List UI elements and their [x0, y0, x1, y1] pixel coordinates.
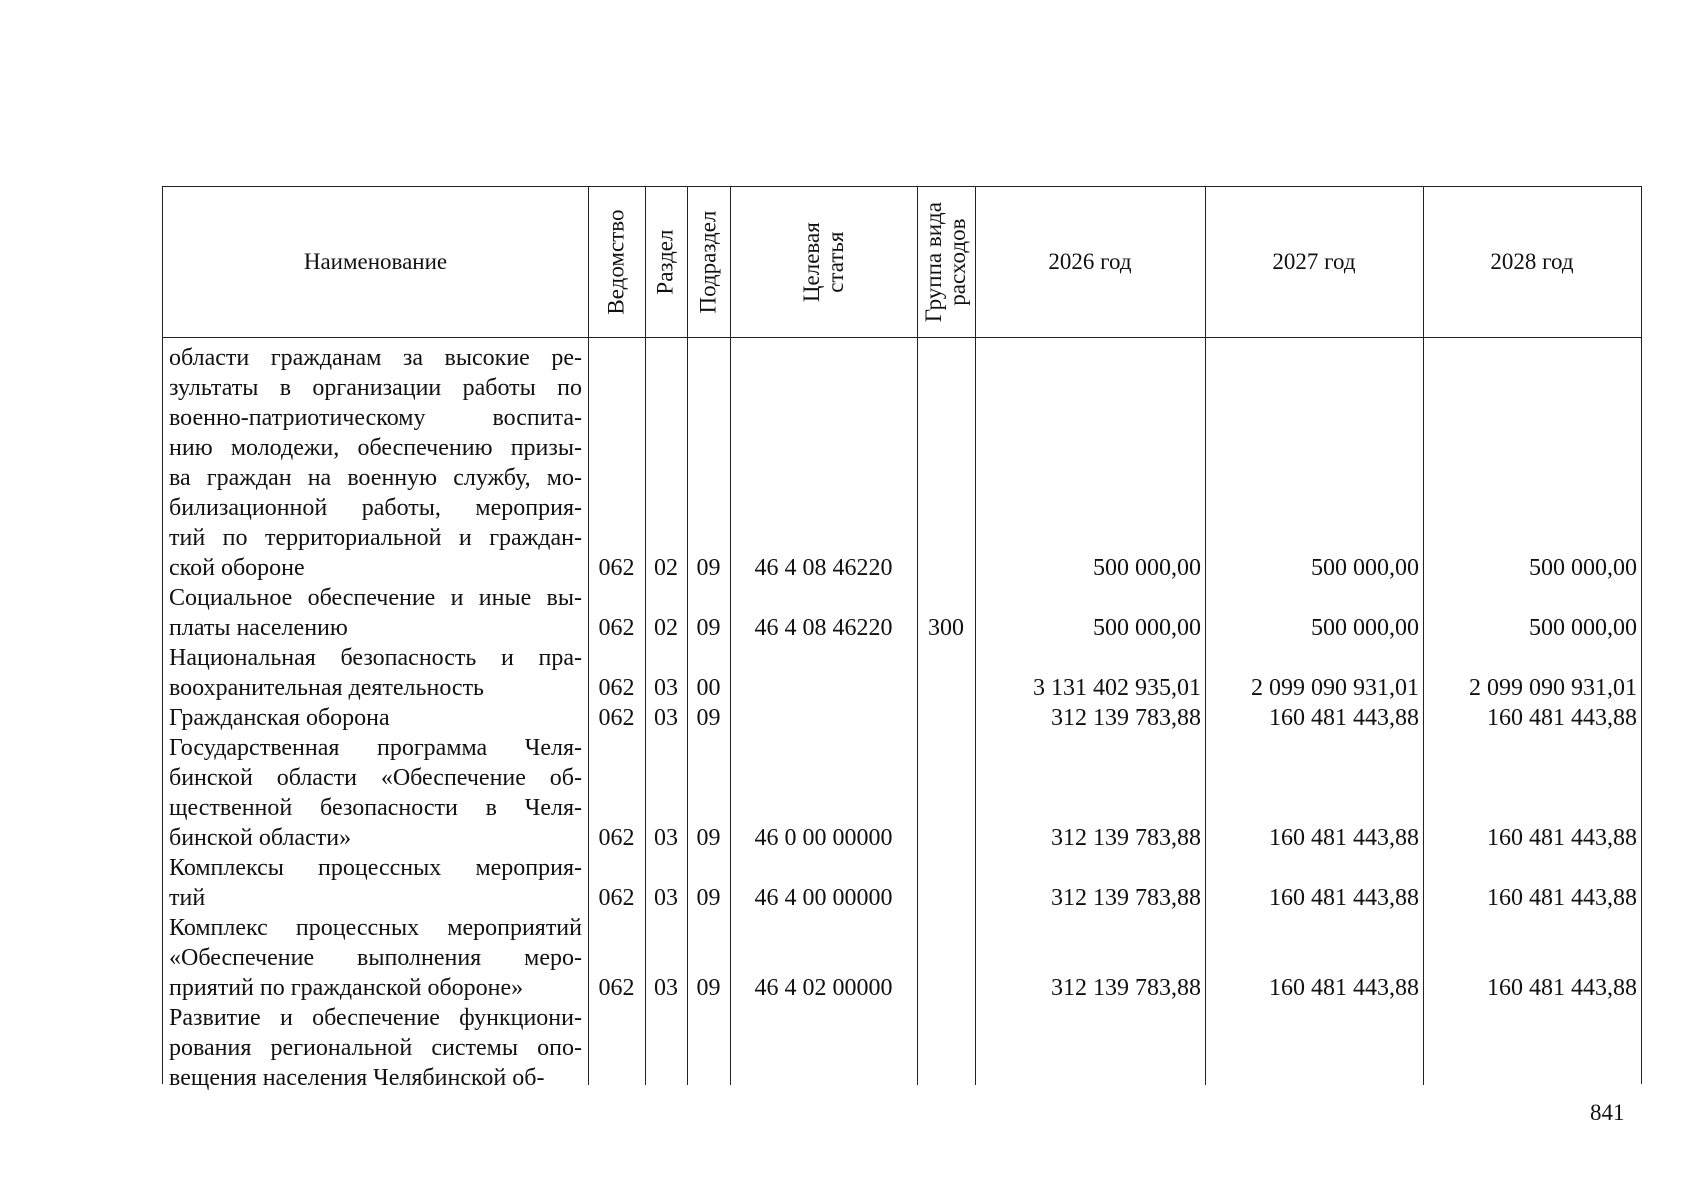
row-section-cell: 03: [654, 975, 678, 1001]
row-y2026-cell: 500 000,00: [1093, 555, 1201, 581]
header-group-line2: расходов: [945, 218, 971, 306]
row-subsection-cell: 00: [696, 675, 721, 701]
row-target-cell: 46 4 08 46220: [754, 615, 893, 641]
row-y2026-cell: 312 139 783,88: [1051, 975, 1201, 1001]
row-y2027-cell: 160 481 443,88: [1269, 885, 1419, 911]
row-y2027-cell: 500 000,00: [1311, 615, 1419, 641]
row-y2028-cell: 160 481 443,88: [1487, 975, 1637, 1001]
row-name-line: приятий по гражданской обороне»: [169, 975, 524, 1001]
row-section-cell: 03: [654, 885, 678, 911]
row-y2027-cell: 160 481 443,88: [1269, 825, 1419, 851]
row-subsection-cell: 09: [696, 615, 721, 641]
row-name-line: Комплексы процессных мероприя-: [169, 855, 582, 881]
row-section-cell: 03: [654, 825, 678, 851]
row-name-line: бинской области «Обеспечение об-: [169, 765, 582, 791]
row-name-line: Национальная безопасность и пра-: [169, 645, 582, 671]
header-name: [163, 187, 588, 337]
row-y2027-cell: 2 099 090 931,01: [1251, 675, 1419, 701]
header-2026: [975, 187, 1205, 337]
row-name-line: тий по территориальной и граждан-: [169, 525, 582, 551]
row-name-line: Социальное обеспечение и иные вы-: [169, 585, 582, 611]
row-subsection-cell: 09: [696, 705, 721, 731]
row-target-cell: 46 4 00 00000: [754, 885, 893, 911]
row-target-cell: 46 4 08 46220: [754, 555, 893, 581]
row-name-line: билизационной работы, мероприя-: [169, 495, 582, 521]
row-section-cell: 03: [654, 705, 678, 731]
row-dept-cell: 062: [598, 825, 635, 851]
row-y2028-cell: 160 481 443,88: [1487, 705, 1637, 731]
row-name-line: ской обороне: [169, 555, 305, 581]
row-y2028-cell: 160 481 443,88: [1487, 825, 1637, 851]
row-subsection-cell: 09: [696, 555, 721, 581]
row-target-cell: 46 4 02 00000: [754, 975, 893, 1001]
page-number: 841: [1590, 1100, 1625, 1125]
header-group-text: [922, 202, 970, 322]
row-name-line: воохранительная деятельность: [169, 675, 484, 701]
row-name-line: Комплекс процессных мероприятий: [169, 915, 582, 941]
row-y2026-cell: 312 139 783,88: [1051, 885, 1201, 911]
row-subsection-cell: 09: [696, 885, 721, 911]
row-name-line: Развитие и обеспечение функциони-: [169, 1005, 582, 1031]
row-name-line: нию молодежи, обеспечению призы-: [169, 435, 582, 461]
header-target-line1: Целевая: [798, 222, 824, 302]
row-y2027-cell: 160 481 443,88: [1269, 705, 1419, 731]
row-y2028-cell: 500 000,00: [1529, 555, 1637, 581]
row-section-cell: 03: [654, 675, 678, 701]
row-y2027-cell: 500 000,00: [1311, 555, 1419, 581]
row-y2028-cell: 160 481 443,88: [1487, 885, 1637, 911]
row-y2027-cell: 160 481 443,88: [1269, 975, 1419, 1001]
header-target-text: [799, 222, 847, 302]
header-name-text: Наименование: [303, 248, 448, 274]
row-name-line: ва граждан на военную службу, мо-: [169, 465, 582, 491]
header-group-line1: Группа вида: [920, 201, 946, 323]
header-2028-text: 2028 год: [1490, 248, 1574, 274]
header-target-line2: статья: [822, 231, 848, 293]
header-subsection-text: Подраздел: [695, 210, 721, 314]
row-target-cell: 46 0 00 00000: [754, 825, 893, 851]
header-target: [730, 187, 917, 337]
budget-table: [162, 186, 1642, 1091]
row-dept-cell: 062: [598, 885, 635, 911]
row-y2026-cell: 500 000,00: [1093, 615, 1201, 641]
header-separator: [163, 337, 1641, 338]
row-y2026-cell: 312 139 783,88: [1051, 705, 1201, 731]
row-name-line: области гражданам за высокие ре-: [169, 345, 582, 371]
row-dept-cell: 062: [598, 675, 635, 701]
header-2027-text: 2027 год: [1272, 248, 1356, 274]
header-subsection: [687, 187, 730, 337]
header-2026-text: 2026 год: [1048, 248, 1132, 274]
row-subsection-cell: 09: [696, 975, 721, 1001]
row-name-line: вещения населения Челябинской об-: [169, 1065, 545, 1091]
row-dept-cell: 062: [598, 975, 635, 1001]
header-section-text: Раздел: [652, 229, 678, 295]
row-section-cell: 02: [654, 615, 678, 641]
row-dept-cell: 062: [598, 705, 635, 731]
row-group-cell: 300: [928, 615, 964, 641]
header-dept-text: Ведомство: [603, 209, 629, 315]
row-name-line: Государственная программа Челя-: [169, 735, 582, 761]
row-dept-cell: 062: [598, 555, 635, 581]
row-dept-cell: 062: [598, 615, 635, 641]
row-name-line: зультаты в организации работы по: [169, 375, 582, 401]
header-dept: [588, 187, 645, 337]
row-name-line: платы населению: [169, 615, 348, 641]
header-2028: [1423, 187, 1641, 337]
row-name-line: «Обеспечение выполнения меро-: [169, 945, 582, 971]
row-subsection-cell: 09: [696, 825, 721, 851]
row-y2028-cell: 500 000,00: [1529, 615, 1637, 641]
header-group: [917, 187, 975, 337]
row-name-line: щественной безопасности в Челя-: [169, 795, 582, 821]
header-2027: [1205, 187, 1423, 337]
header-section: [645, 187, 687, 337]
row-section-cell: 02: [654, 555, 678, 581]
row-y2026-cell: 3 131 402 935,01: [1033, 675, 1201, 701]
row-name-line: военно-патриотическому воспита-: [169, 405, 582, 431]
row-y2026-cell: 312 139 783,88: [1051, 825, 1201, 851]
row-y2028-cell: 2 099 090 931,01: [1469, 675, 1637, 701]
row-name-line: тий: [169, 885, 206, 911]
row-name-line: рования региональной системы опо-: [169, 1035, 582, 1061]
row-name-line: бинской области»: [169, 825, 352, 851]
row-name-line: Гражданская оборона: [169, 705, 390, 731]
